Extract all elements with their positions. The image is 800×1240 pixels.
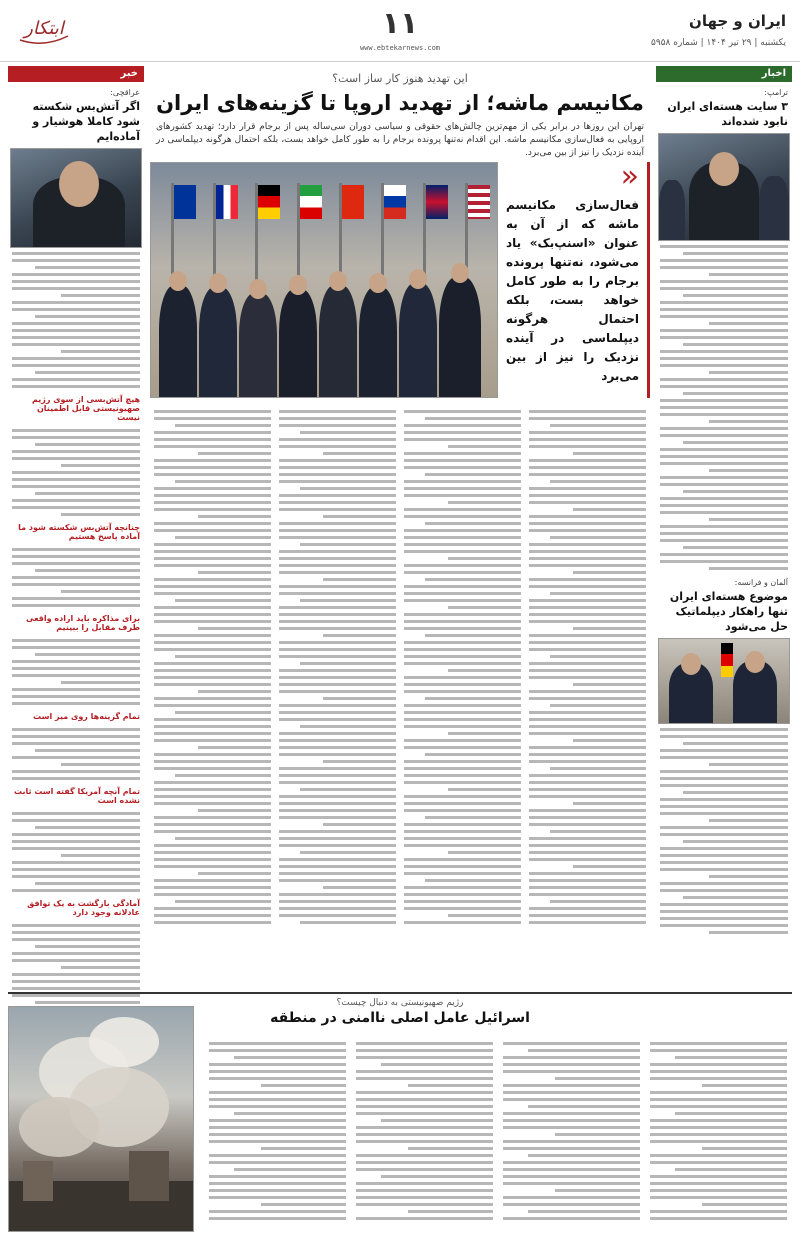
diplomats-group (159, 257, 489, 397)
story2-title: موضوع هسته‌ای ایران تنها راهکار دیپلماتیک حل می‌شود (669, 590, 788, 633)
left-subhead-4: تمام گزینه‌ها روی میز است (33, 712, 140, 721)
site-url: www.ebtekarnews.com (359, 44, 441, 52)
story1-body (660, 245, 788, 570)
news-label: اخبار (656, 66, 792, 82)
newspaper-logo (14, 6, 74, 52)
section-title: ایران و جهان (689, 12, 786, 30)
left-sidebar (8, 66, 144, 984)
left-subhead-6: آمادگی بازگشت به یک توافق عادلانه وجود دارد (27, 899, 140, 917)
main-body (150, 406, 650, 984)
left-body-5 (12, 728, 140, 780)
issue-info: یکشنبه | ۲۹ تیر ۱۴۰۴ | شماره ۵۹۵۸ (651, 38, 786, 48)
diplomats-photo (150, 162, 498, 398)
story2-kicker: آلمان و فرانسه: (734, 578, 788, 587)
bottom-story (8, 992, 792, 1234)
main-headline: مکانیسم ماشه؛ از تهدید اروپا تا گزینه‌های ایران (156, 91, 644, 115)
left-subhead-2: چنانچه آتش‌بس شکسته شود ما آماده پاسخ هستیم (18, 523, 140, 541)
story1-title: ۳ سایت هسته‌ای ایران نابود شده‌اند (667, 100, 788, 128)
left-subhead-3: برای مذاکره باید اراده واقعی طرف مقابل را ببینیم (26, 614, 140, 632)
story1-kicker: ترامپ: (764, 88, 788, 97)
bottom-supertitle: رژیم صهیونیستی به دنبال چیست؟ (336, 998, 464, 1008)
left-kicker: عراقچی: (110, 88, 140, 97)
news-label-left: خبر (8, 66, 144, 82)
left-subhead-5: تمام آنچه آمریکا گفته است ثابت نشده است (14, 787, 140, 805)
bottom-col-3 (356, 1038, 493, 1234)
left-body-3 (12, 548, 140, 607)
left-body-2 (12, 429, 140, 516)
left-title: اگر آتش‌بس شکسته شود کاملا هوشیار و آماده‌ایم (32, 100, 140, 143)
left-subhead-1: هیچ آتش‌بسی از سوی رژیم صهیونیستی قابل اطمینان نیست (31, 395, 140, 422)
page-number: ۱۱ (381, 6, 419, 41)
left-body-1 (12, 252, 140, 388)
bottom-body (204, 1038, 792, 1234)
bottom-col-4 (209, 1038, 346, 1234)
main-supertitle: این تهدید هنوز کار ساز است؟ (332, 72, 468, 85)
main-col-4 (154, 406, 271, 984)
trump-photo (658, 133, 790, 241)
main-col-3 (279, 406, 396, 984)
germany-france-photo (658, 638, 790, 724)
masthead (0, 0, 800, 62)
main-story (150, 66, 650, 984)
bottom-col-2 (503, 1038, 640, 1234)
araghchi-photo (10, 148, 142, 248)
logo-text: ابتکار (24, 18, 64, 39)
pull-quote (506, 159, 650, 398)
left-body-4 (12, 639, 140, 705)
story2-body (660, 728, 788, 934)
bottom-headline: اسرائیل عامل اصلی ناامنی در منطقه (270, 1010, 530, 1026)
explosion-photo (8, 1006, 194, 1232)
right-sidebar (656, 66, 792, 984)
quote-mark-icon: « (620, 159, 639, 194)
main-col-2 (404, 406, 521, 984)
bottom-col-1 (650, 1038, 787, 1234)
left-body-6 (12, 812, 140, 892)
main-col-1 (529, 406, 646, 984)
main-lead: تهران این روزها در برابر یکی از مهم‌ترین چالش‌های حقوقی و سیاسی دوران سی‌ساله پس از برجام قرار دارد؛ تهدید کشورهای اروپایی به فعال‌سازی مکانیسم ماشه. این اقدام نه‌تنها پرونده برجام را به طور کامل خواهد بست، بلکه احتمال هرگونه دیپلماسی در آینده نزدیک را نیز از بین می‌برد. (156, 122, 644, 158)
pull-quote-text: فعال‌سازی مکانیسم ماشه که از آن به عنوان «اسنپ‌بک» یاد می‌شود، نه‌تنها پرونده برجام را به طور کامل خواهد بست، بلکه احتمال هرگونه دیپلماسی در آینده نزدیک را نیز از بین می‌برد (506, 198, 639, 383)
